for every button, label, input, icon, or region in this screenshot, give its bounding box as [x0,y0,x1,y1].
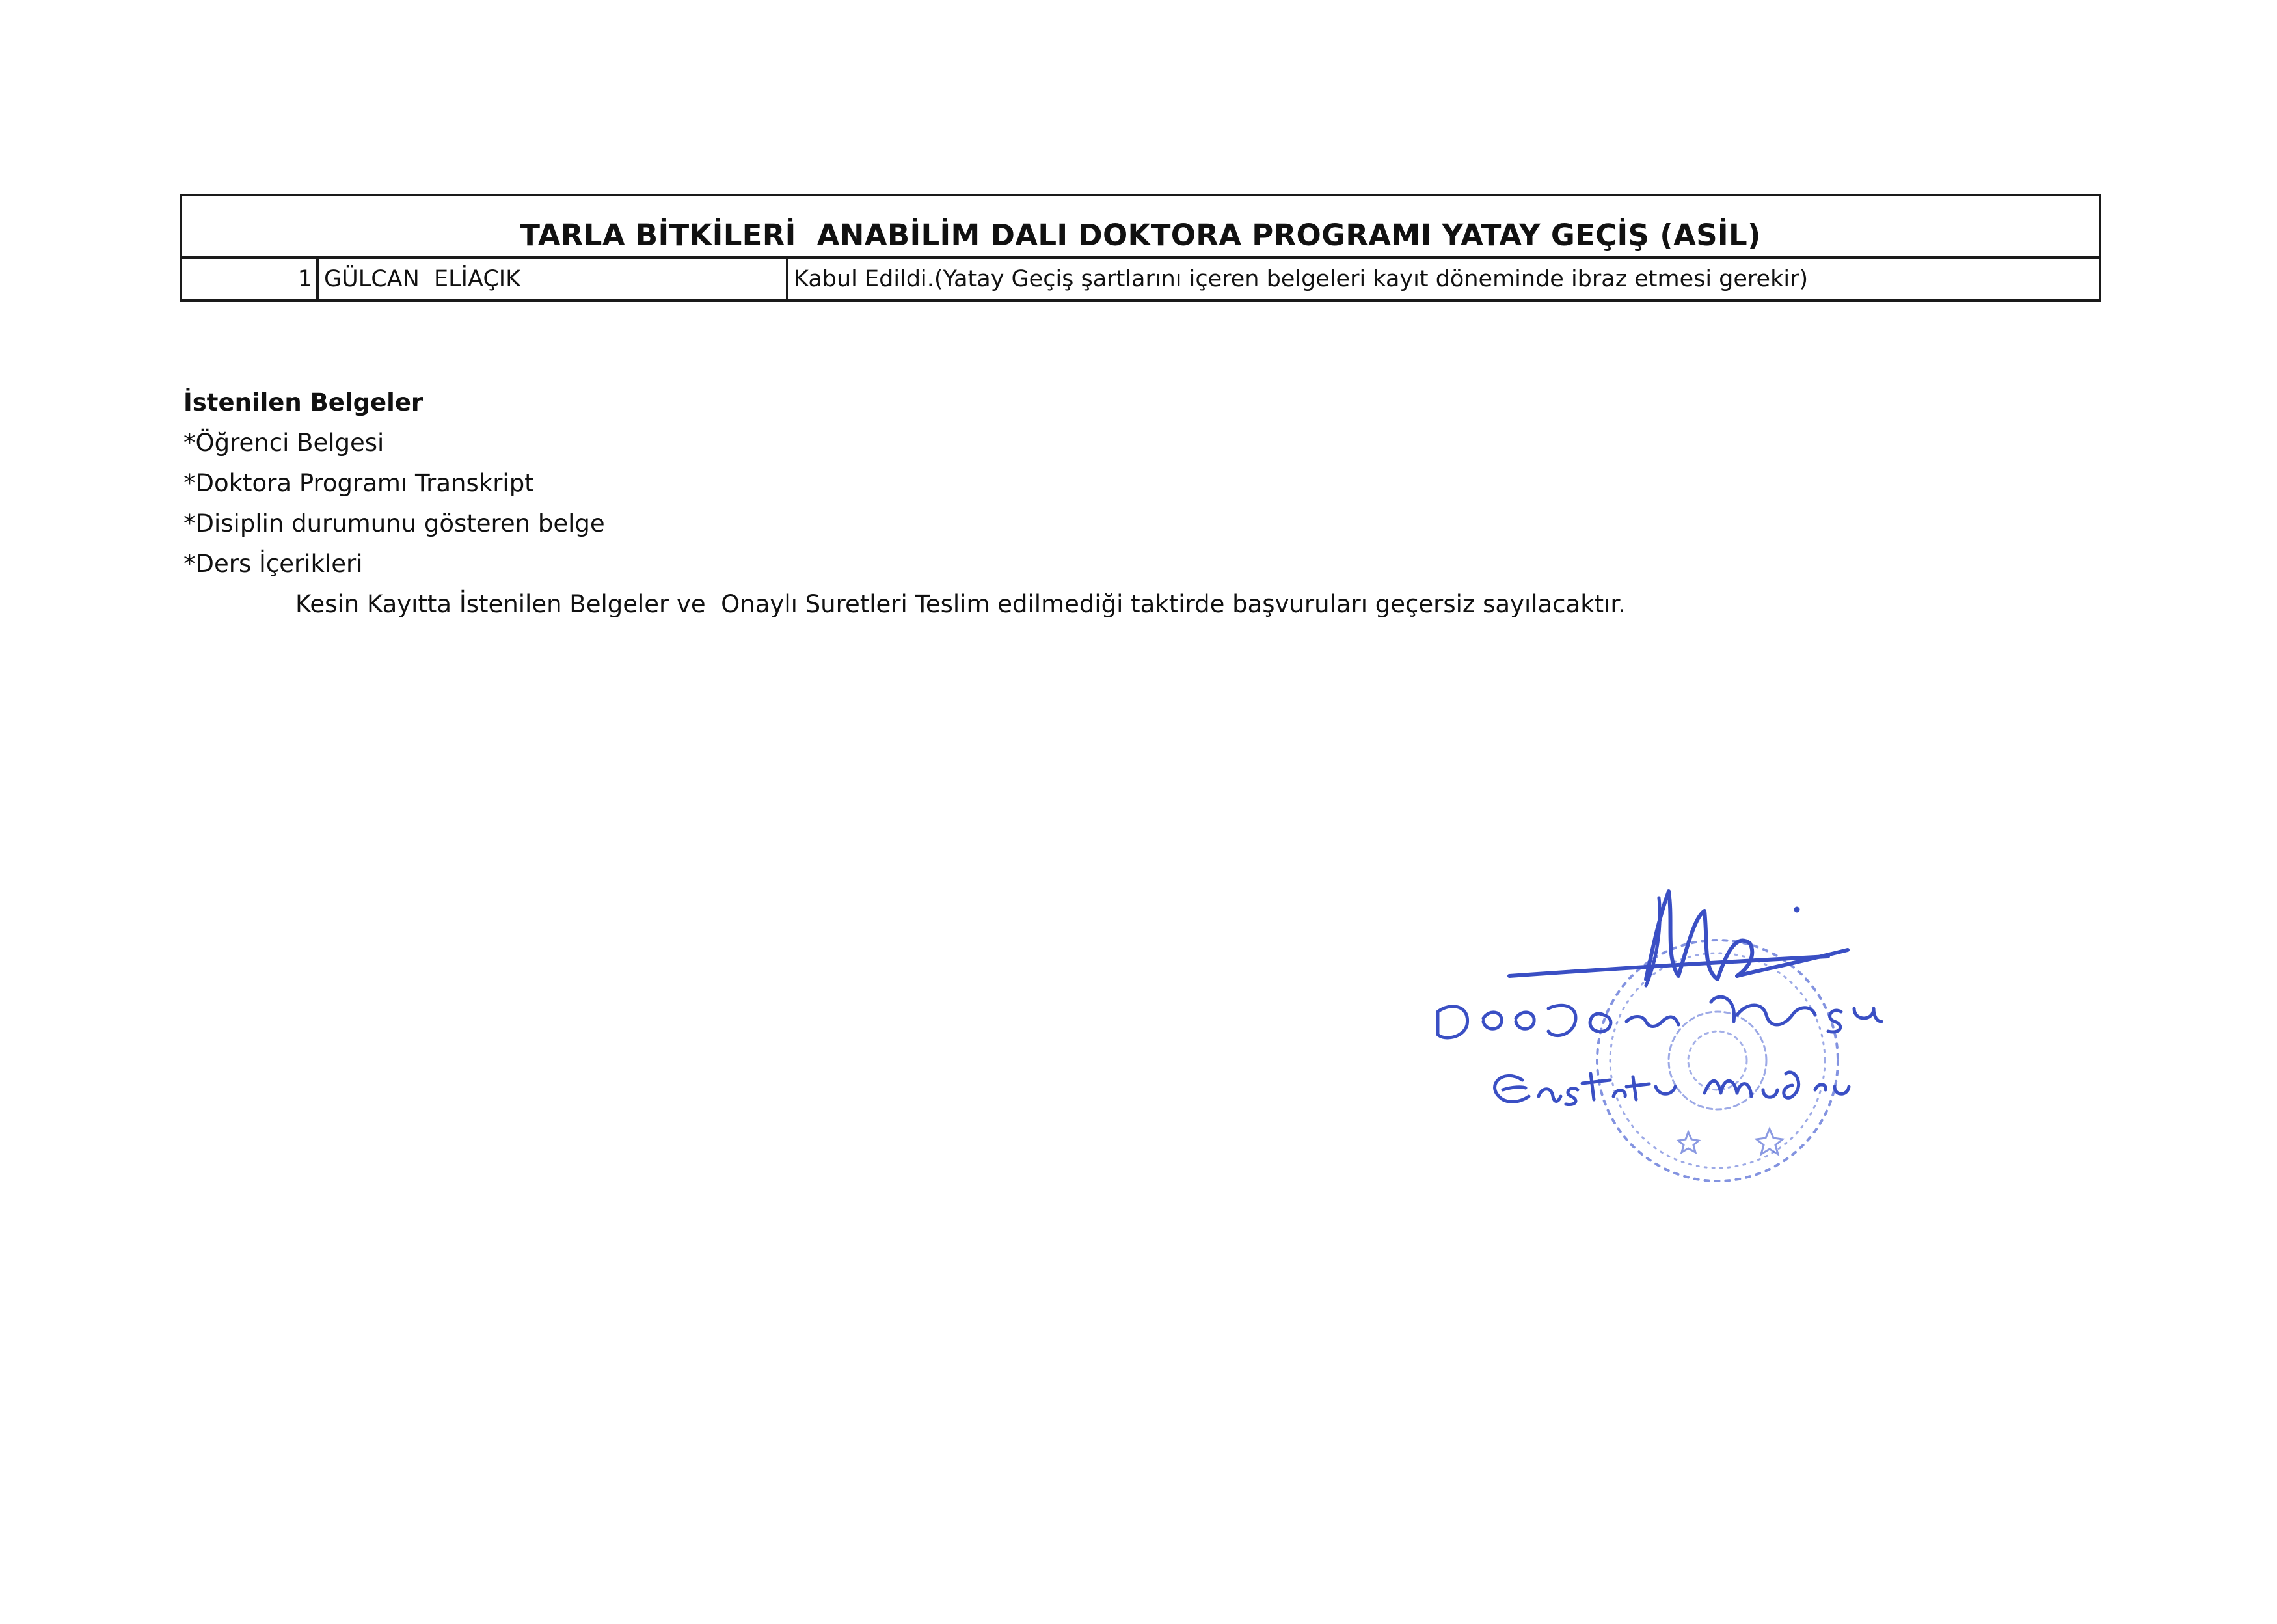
student-name-cell: GÜLCAN ELİAÇIK [319,259,788,299]
document-item: *Ders İçerikleri [183,550,363,578]
submission-note: Kesin Kayıtta İstenilen Belgeler ve Onaylı Suretleri Teslim edilmediği taktirde başvuruları geçersiz sayılacaktır. [295,590,1626,618]
row-number-cell: 1 [182,259,319,299]
signature-stamp [1431,872,1926,1210]
results-table [180,194,2101,302]
document-item: *Doktora Programı Transkript [183,469,534,497]
document-item: *Disiplin durumunu gösteren belge [183,509,605,537]
document-item: *Öğrenci Belgesi [183,429,384,457]
table-title: TARLA BİTKİLERİ ANABİLİM DALI DOKTORA PROGRAMI YATAY GEÇİŞ (ASİL) [182,196,2099,259]
status-cell: Kabul Edildi.(Yatay Geçiş şartlarını içeren belgeleri kayıt döneminde ibraz etmesi gerekir) [794,266,1809,292]
required-documents-heading: İstenilen Belgeler [183,388,424,416]
official-seal-icon [1431,872,1926,1210]
required-documents [183,383,1626,625]
table-row [182,259,2099,299]
